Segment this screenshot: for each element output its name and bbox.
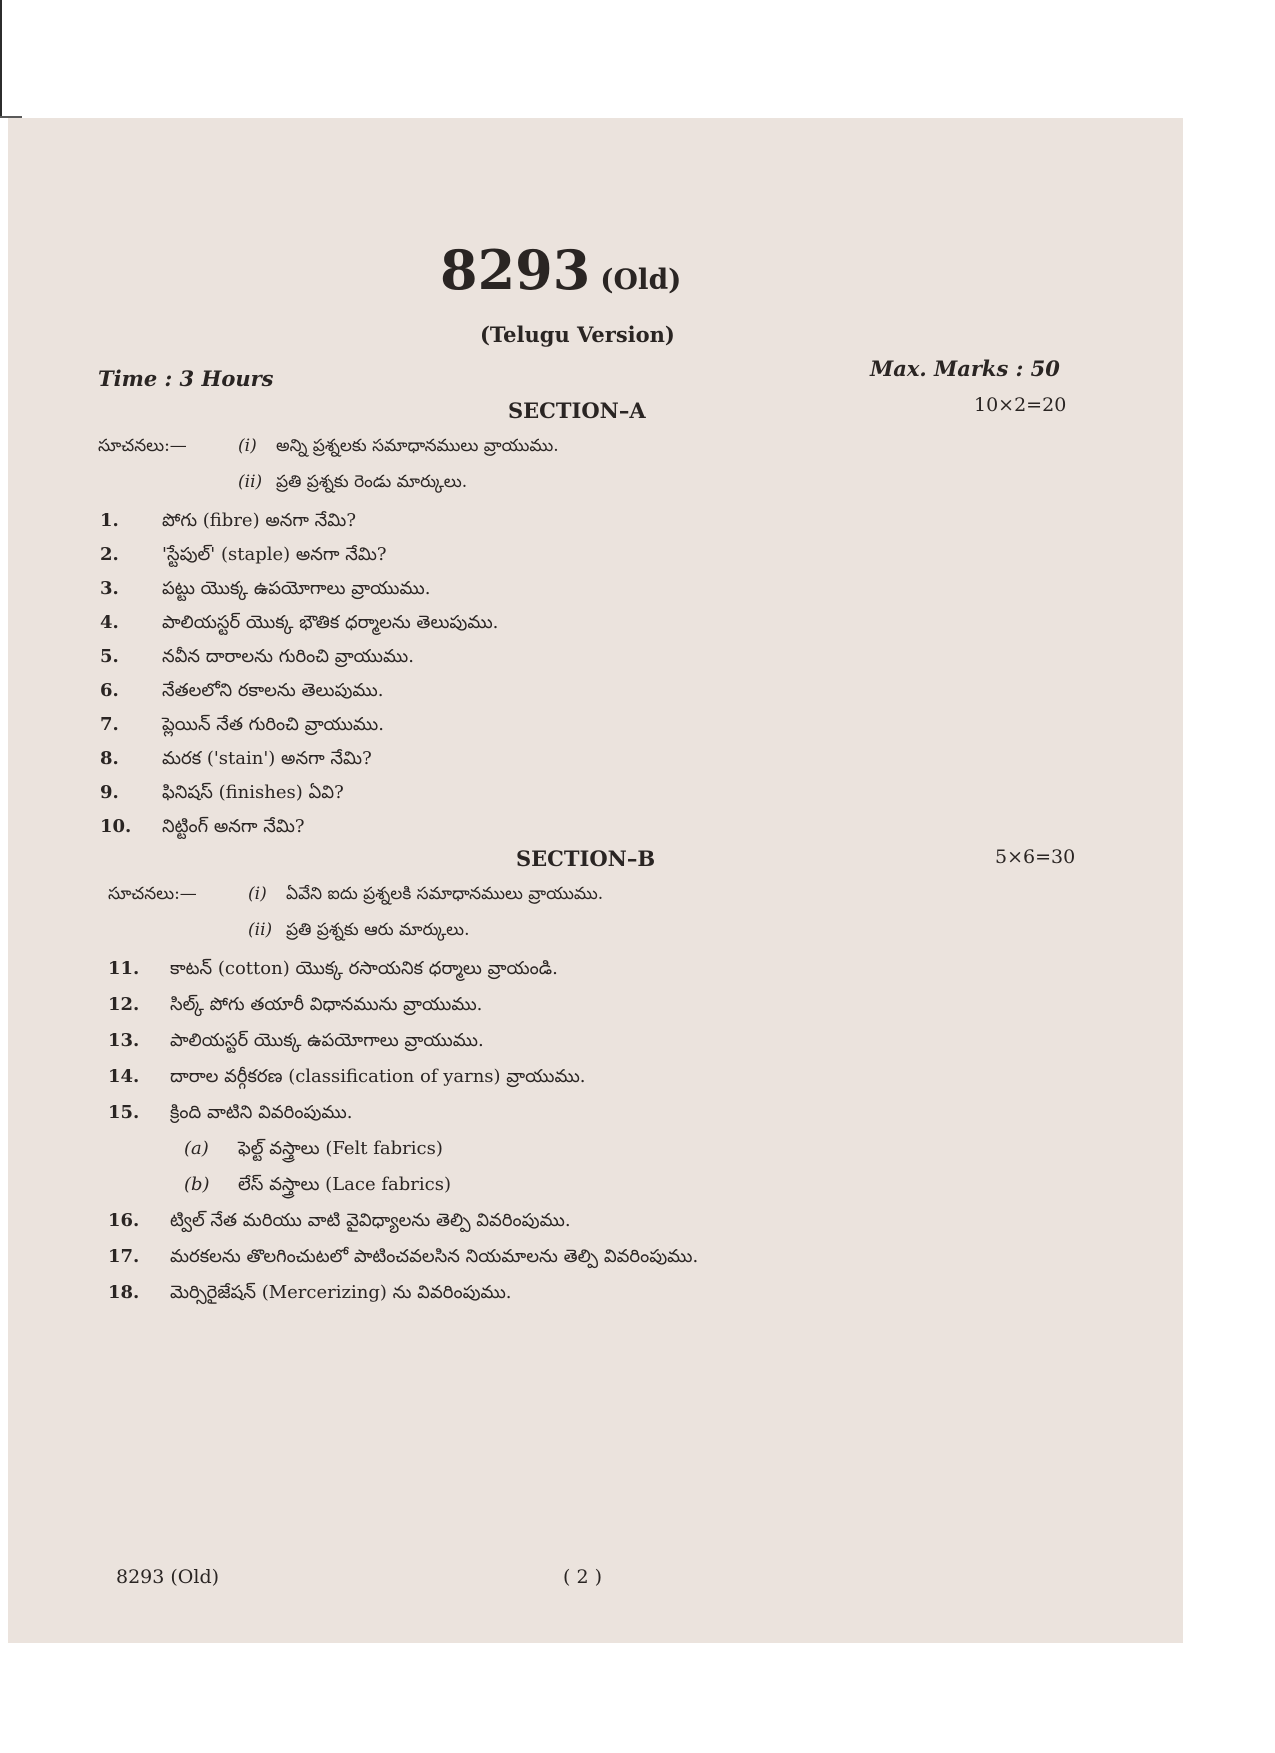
question-15-sub-b: (b) లేస్ వస్త్రాలు (Lace fabrics) <box>184 1174 451 1195</box>
footer-paper-code: 8293 (Old) <box>116 1566 220 1588</box>
exam-paper-sheet: 8293 (Old) (Telugu Version) Time : 3 Hours Max. Marks : 50 SECTION–A 10×2=20 సూచనలు:— (i) అన్ని ప్రశ్నలకు సమాధానములు వ్రాయుము. (ii) ప్రతి ప్రశ్నకు రెండు మార్కులు. 1. పోగు (fibre) అనగా నేమి? 2. 'స్టేపుల్' (staple) అనగా నేమి? 3. పట్టు యొక్క ఉపయోగాలు వ్రాయుము. 4. పాలియస్టర్ యొక్క భౌతిక ధర్మాలను తెలుపుము. 5. నవీన దారాలను గురించి వ్రాయుము. 6. నేతలలోని రకాలను తెలుపుము. 7. ప్లెయిన్ నేత గురించి వ్రాయుము. 8. మరక ('stain') అనగా నేమి? 9. ఫినిషస్ (finishes) ఏవి? 10. నిట్టింగ్ అనగా నేమి? SECTION–B 5×6=30 సూచనలు:— (i) ఏవేని ఐదు ప్రశ్నలకి సమాధానములు వ్రాయుము. (ii) ప్రతి ప్రశ్నకు ఆరు మార్కులు. 11. కాటన్ (cotton) యొక్క రసాయనిక ధర్మాలు వ్రాయండి. 12. సిల్క్ పోగు తయారీ విధానమును వ్రాయుము. 13. పాలియస్టర్ యొక్క ఉపయోగాలు వ్రాయుము. 14. దారాల వర్గీకరణ (classification of yarns) వ్రాయుము. 15. క్రింది వాటిని వివరింపుము. (a) ఫెల్ట్ వస్త్రాలు (Felt fabrics) (b) లేస్ వస్త్రాలు (Lace fabrics) 16. ట్విల్ నేత మరియు వాటి వైవిధ్యాలను తెల్పి వివరింపుము. 17. మరకలను తొలగించుటలో పాటించవలసిన నియమాలను తెల్పి వివరింపుము. 18. మెర్సిరైజేషన్ (Mercerizing) ను వివరింపుము. 8293 (Old) ( 2 ) <box>8 118 1183 1643</box>
section-a-marks: 10×2=20 <box>974 394 1067 416</box>
section-b-instruction-2: (ii) ప్రతి ప్రశ్నకు ఆరు మార్కులు. <box>248 920 470 940</box>
paper-code-number: 8293 <box>440 238 591 302</box>
section-b-marks: 5×6=30 <box>995 846 1076 868</box>
section-b-instruction-1: సూచనలు:— (i) ఏవేని ఐదు ప్రశ్నలకి సమాధానములు వ్రాయుము. <box>108 884 604 904</box>
question-15-sub-a: (a) ఫెల్ట్ వస్త్రాలు (Felt fabrics) <box>184 1138 443 1159</box>
section-a-instruction-1: సూచనలు:— (i) అన్ని ప్రశ్నలకు సమాధానములు వ్రాయుము. <box>98 436 559 460</box>
version-label: (Telugu Version) <box>480 322 675 347</box>
time-label: Time : 3 Hours <box>98 366 274 391</box>
paper-code-variant: (Old) <box>600 263 682 296</box>
max-marks-label: Max. Marks : 50 <box>870 356 1060 381</box>
paper-code-heading <box>440 238 681 302</box>
section-b-title: SECTION–B <box>516 846 656 871</box>
section-a-title: SECTION–A <box>508 398 646 423</box>
footer-page-number: ( 2 ) <box>563 1566 602 1588</box>
instructions-label: సూచనలు:— <box>98 436 187 456</box>
section-a-instruction-2: (ii) ప్రతి ప్రశ్నకు రెండు మార్కులు. <box>238 472 468 492</box>
left-edge-line <box>0 0 2 118</box>
